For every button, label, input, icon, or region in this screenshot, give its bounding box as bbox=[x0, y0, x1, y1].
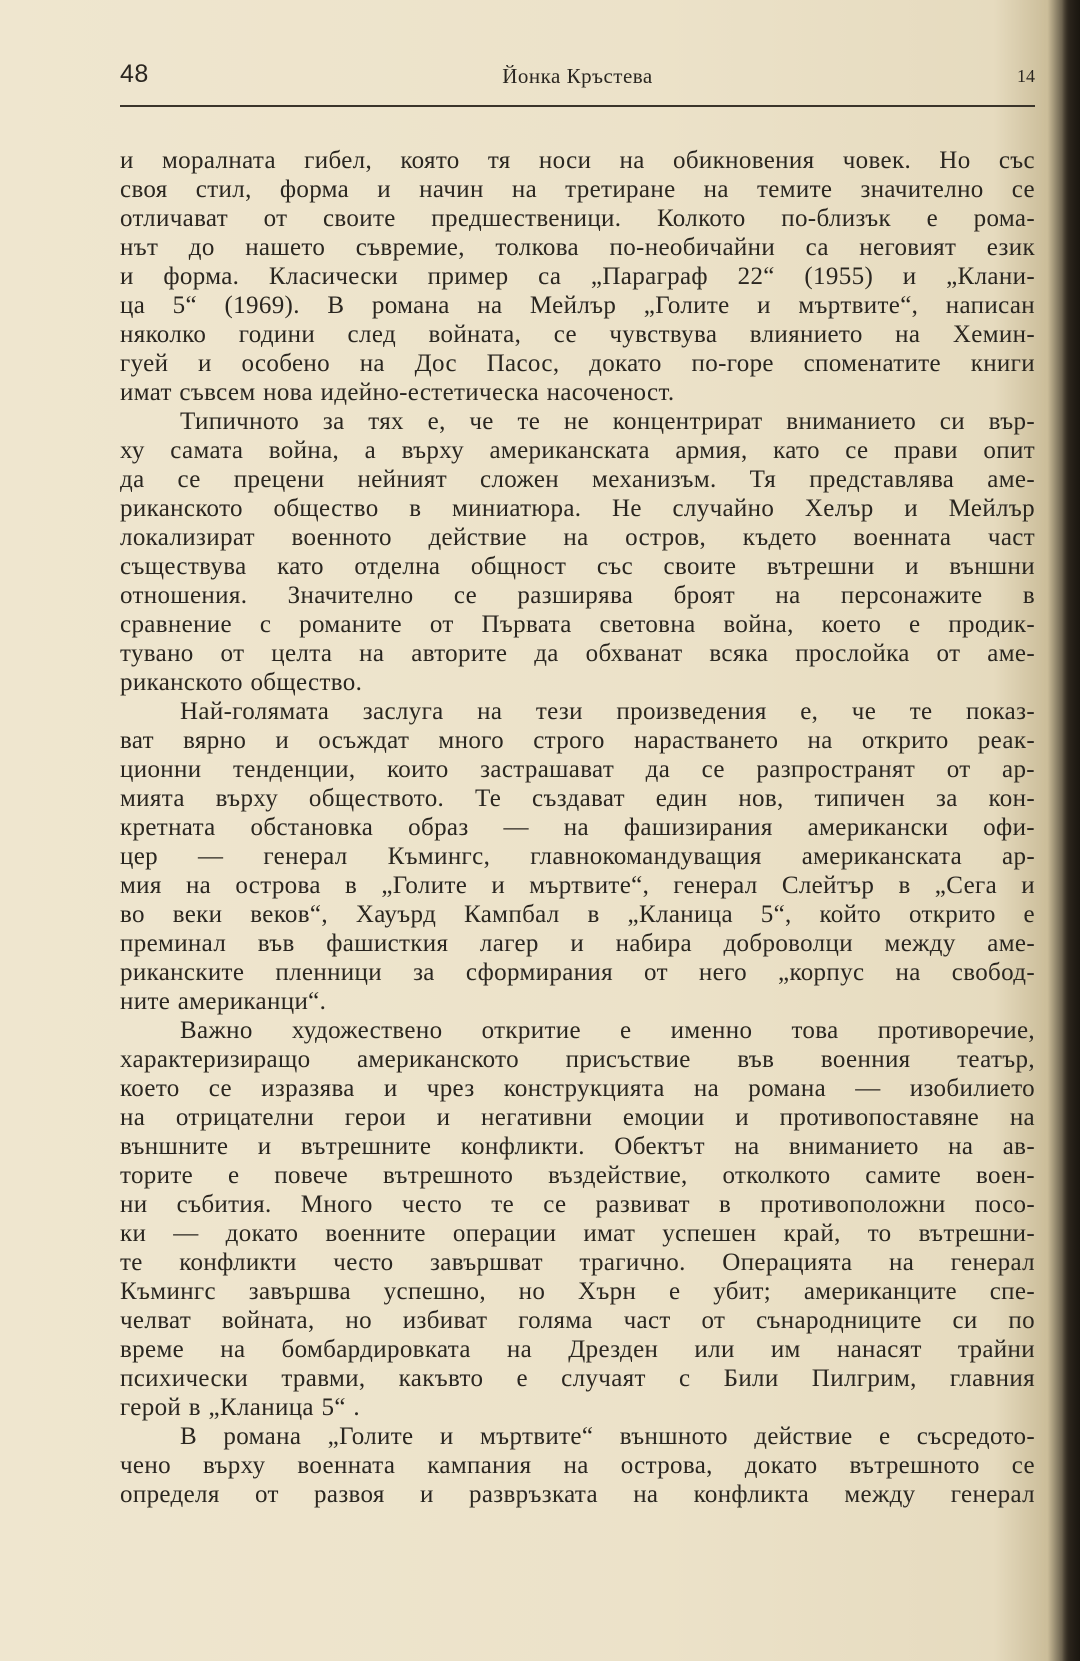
text-line: во веки веков“, Хауърд Кампбал в „Кланица 5“, който открито е bbox=[120, 901, 1035, 928]
text-line: отношения. Значително се разширява броят на персонажите в bbox=[120, 582, 1035, 609]
text-line: имат съвсем нова идейно-естетическа насоченост. bbox=[120, 379, 675, 406]
text-line: мията върху обществото. Те създават един нов, типичен за кон- bbox=[120, 785, 1035, 812]
text-line: Къмингс завършва успешно, но Хърн е убит; американците спе- bbox=[120, 1278, 1035, 1305]
text-line: ки — докато военните операции имат успешен край, то вътрешни- bbox=[120, 1220, 1035, 1247]
text-line: ните американци“. bbox=[120, 988, 327, 1015]
text-line: и форма. Класически пример са „Параграф 22“ (1955) и „Клани- bbox=[120, 263, 1035, 290]
text-line: да се прецени нейният сложен механизъм. Тя представлява аме- bbox=[120, 466, 1035, 493]
text-line: герой в „Кланица 5“ . bbox=[120, 1394, 360, 1421]
running-title: Йонка Кръстева bbox=[502, 64, 653, 88]
text-line: ват вярно и осъждат много строго нарастването на открито реак- bbox=[120, 727, 1035, 754]
text-line: на отрицателни герои и негативни емоции и противопоставяне на bbox=[120, 1104, 1035, 1131]
text-line: риканското общество в миниатюра. Не случайно Хелър и Мейлър bbox=[120, 495, 1035, 522]
text-line: торите е повече вътрешното въздействие, отколкото самите воен- bbox=[120, 1162, 1035, 1189]
text-line: външните и вътрешните конфликти. Обектът на вниманието на ав- bbox=[120, 1133, 1035, 1160]
text-line: психически травми, какъвто е случаят с Били Пилгрим, главния bbox=[120, 1365, 1035, 1392]
text-line: цер — генерал Къмингс, главнокомандуващия американската ар- bbox=[120, 843, 1035, 870]
sheet-number: 14 bbox=[1017, 66, 1035, 86]
text-line: В романа „Голите и мъртвите“ външното действие е съсредото- bbox=[180, 1423, 1035, 1450]
text-line: гуей и особено на Дос Пасос, докато по-горе споменатите книги bbox=[120, 350, 1035, 377]
text-line: съществува като отделна общност със своите вътрешни и външни bbox=[120, 553, 1035, 580]
text-line: Най-голямата заслуга на тези произведения е, че те показ- bbox=[180, 698, 1035, 725]
text-line: ционни тенденции, които застрашават да се разпространят от ар- bbox=[120, 756, 1035, 783]
text-line: тувано от целта на авторите да обхванат всяка прослойка от аме- bbox=[120, 640, 1035, 667]
text-line: Важно художествено откритие е именно това противоречие, bbox=[180, 1017, 1035, 1044]
text-line: кретната обстановка образ — на фашизирания американски офи- bbox=[120, 814, 1035, 841]
text-line: нът до нашето съвремие, толкова по-необичайни са неговият език bbox=[120, 234, 1035, 261]
page-header bbox=[120, 60, 1035, 100]
text-line: чено върху военната кампания на острова, докато вътрешното се bbox=[120, 1452, 1035, 1479]
text-line: сравнение с романите от Първата световна война, което е продик- bbox=[120, 611, 1035, 638]
text-line: няколко години след войната, се чувствува влиянието на Хемин- bbox=[120, 321, 1035, 348]
text-line: ху самата война, а върху американската армия, като се прави опит bbox=[120, 437, 1035, 464]
text-line: което се изразява и чрез конструкцията на романа — изобилието bbox=[120, 1075, 1035, 1102]
text-line: отличават от своите предшественици. Колкото по-близък е рома- bbox=[120, 205, 1035, 232]
text-line: те конфликти често завършват трагично. Операцията на генерал bbox=[120, 1249, 1035, 1276]
header-rule bbox=[120, 105, 1035, 107]
text-line: време на бомбардировката на Дрезден или им нанасят трайни bbox=[120, 1336, 1035, 1363]
text-line: своя стил, форма и начин на третиране на темите значително се bbox=[120, 176, 1035, 203]
body-text bbox=[120, 146, 1035, 1509]
text-line: Типичното за тях е, че те не концентрират вниманието си вър- bbox=[180, 408, 1035, 435]
text-line: ни събития. Много често те се развиват в противоположни посо- bbox=[120, 1191, 1035, 1218]
text-line: риканските пленници за сформирания от него „корпус на свобод- bbox=[120, 959, 1035, 986]
text-line: челват войната, но избиват голяма част от сънародниците си по bbox=[120, 1307, 1035, 1334]
page-edge-shadow bbox=[1062, 0, 1080, 1661]
text-line: определя от развоя и развръзката на конфликта между генерал bbox=[120, 1481, 1035, 1508]
page-number: 48 bbox=[120, 60, 149, 88]
text-line: характеризиращо американското присъствие във военния театър, bbox=[120, 1046, 1035, 1073]
text-line: и моралната гибел, която тя носи на обикновения човек. Но със bbox=[120, 147, 1035, 174]
text-line: ца 5“ (1969). В романа на Мейлър „Голите и мъртвите“, написан bbox=[120, 292, 1035, 319]
text-line: мия на острова в „Голите и мъртвите“, генерал Слейтър в „Сега и bbox=[120, 872, 1035, 899]
text-line: локализират военното действие на остров, където военната част bbox=[120, 524, 1035, 551]
text-line: риканското общество. bbox=[120, 669, 363, 696]
text-line: преминал във фашисткия лагер и набира доброволци между аме- bbox=[120, 930, 1035, 957]
